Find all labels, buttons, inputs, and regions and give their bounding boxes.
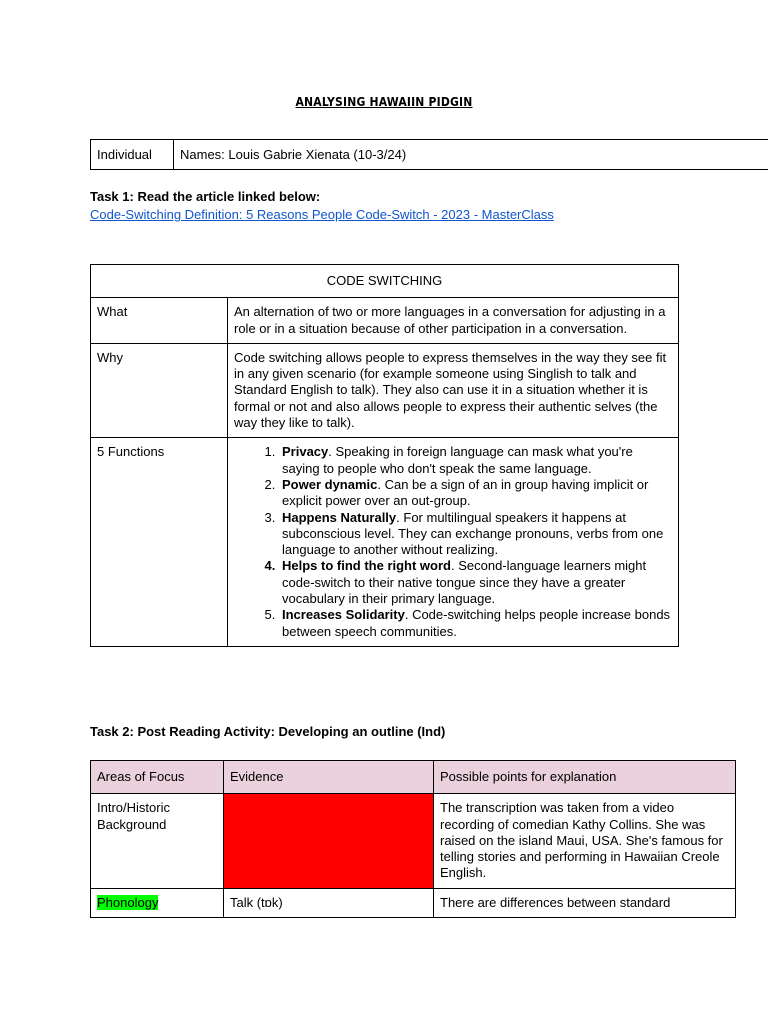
function-term: Increases Solidarity bbox=[282, 607, 405, 623]
what-label: What bbox=[91, 298, 228, 344]
table-row bbox=[91, 888, 736, 917]
list-item bbox=[279, 558, 672, 607]
info-table bbox=[90, 139, 768, 170]
outline-table bbox=[90, 760, 736, 918]
functions-label: 5 Functions bbox=[91, 438, 228, 647]
what-row bbox=[91, 298, 679, 344]
function-text: . Second-language learners might code-switch to their native tongue since they have a greater vocabulary in their primary language. bbox=[282, 558, 647, 607]
evidence-cell: Talk (tɒk) bbox=[224, 888, 434, 917]
highlighted-area-text: Phonology bbox=[97, 894, 159, 910]
task2-heading: Task 2: Post Reading Activity: Developing an outline (Ind) bbox=[90, 724, 446, 739]
table-row bbox=[91, 794, 736, 888]
outline-header-row bbox=[91, 761, 736, 794]
table-header-row bbox=[91, 265, 679, 298]
area-cell bbox=[91, 888, 224, 917]
article-link[interactable]: Code-Switching Definition: 5 Reasons People Code-Switch - 2023 - MasterClass bbox=[90, 207, 554, 222]
function-term: Power dynamic bbox=[282, 476, 378, 492]
function-term: Privacy bbox=[282, 444, 329, 460]
list-item bbox=[279, 444, 672, 477]
list-item bbox=[279, 477, 672, 510]
document-title: ANALYSING HAWAIIN PIDGIN bbox=[295, 95, 473, 109]
function-text: . Can be a sign of an in group having implicit or explicit power over an out-group. bbox=[282, 476, 649, 509]
function-term: Happens Naturally bbox=[282, 509, 397, 525]
column-header-areas: Areas of Focus bbox=[91, 761, 224, 794]
code-switching-table bbox=[90, 264, 679, 647]
list-item bbox=[279, 607, 672, 640]
functions-list bbox=[234, 444, 672, 640]
function-term: Helps to find the right word bbox=[282, 558, 451, 574]
functions-row bbox=[91, 438, 679, 647]
info-row bbox=[91, 140, 768, 170]
what-text: An alternation of two or more languages in a conversation for adjusting in a role or in a situation because of other participation in a conversation. bbox=[228, 298, 679, 344]
names-cell: Names: Louis Gabrie Xienata (10-3/24) bbox=[174, 140, 768, 170]
why-row bbox=[91, 343, 679, 437]
evidence-cell-empty bbox=[224, 794, 434, 888]
points-cell: There are differences between standard bbox=[434, 888, 736, 917]
task1-heading: Task 1: Read the article linked below: bbox=[90, 189, 321, 204]
area-cell: Intro/Historic Background bbox=[91, 794, 224, 888]
function-text: . Speaking in foreign language can mask what you're saying to people who don't speak the same language. bbox=[282, 444, 633, 476]
column-header-evidence: Evidence bbox=[224, 761, 434, 794]
table-header: CODE SWITCHING bbox=[91, 265, 679, 298]
group-type-cell: Individual bbox=[91, 140, 174, 170]
why-label: Why bbox=[91, 343, 228, 437]
why-text: Code switching allows people to express themselves in the way they see fit in any given scenario (for example someone using Singlish to talk and Standard English to talk). They also can use it in a situation whether it is formal or not and also allows people to express their authentic selves (the way they like to talk). bbox=[228, 343, 679, 437]
function-text: . For multilingual speakers it happens at subconscious level. They can exchange pronouns, verbs from one language to another without realizing. bbox=[282, 509, 664, 558]
functions-cell bbox=[228, 438, 679, 647]
column-header-points: Possible points for explanation bbox=[434, 761, 736, 794]
points-cell: The transcription was taken from a video recording of comedian Kathy Collins. She was raised on the island Maui, USA. She's famous for telling stories and performing in Hawaiian Creole English. bbox=[434, 794, 736, 888]
function-text: . Code-switching helps people increase bonds between speech communities. bbox=[282, 607, 671, 639]
list-item bbox=[279, 510, 672, 559]
